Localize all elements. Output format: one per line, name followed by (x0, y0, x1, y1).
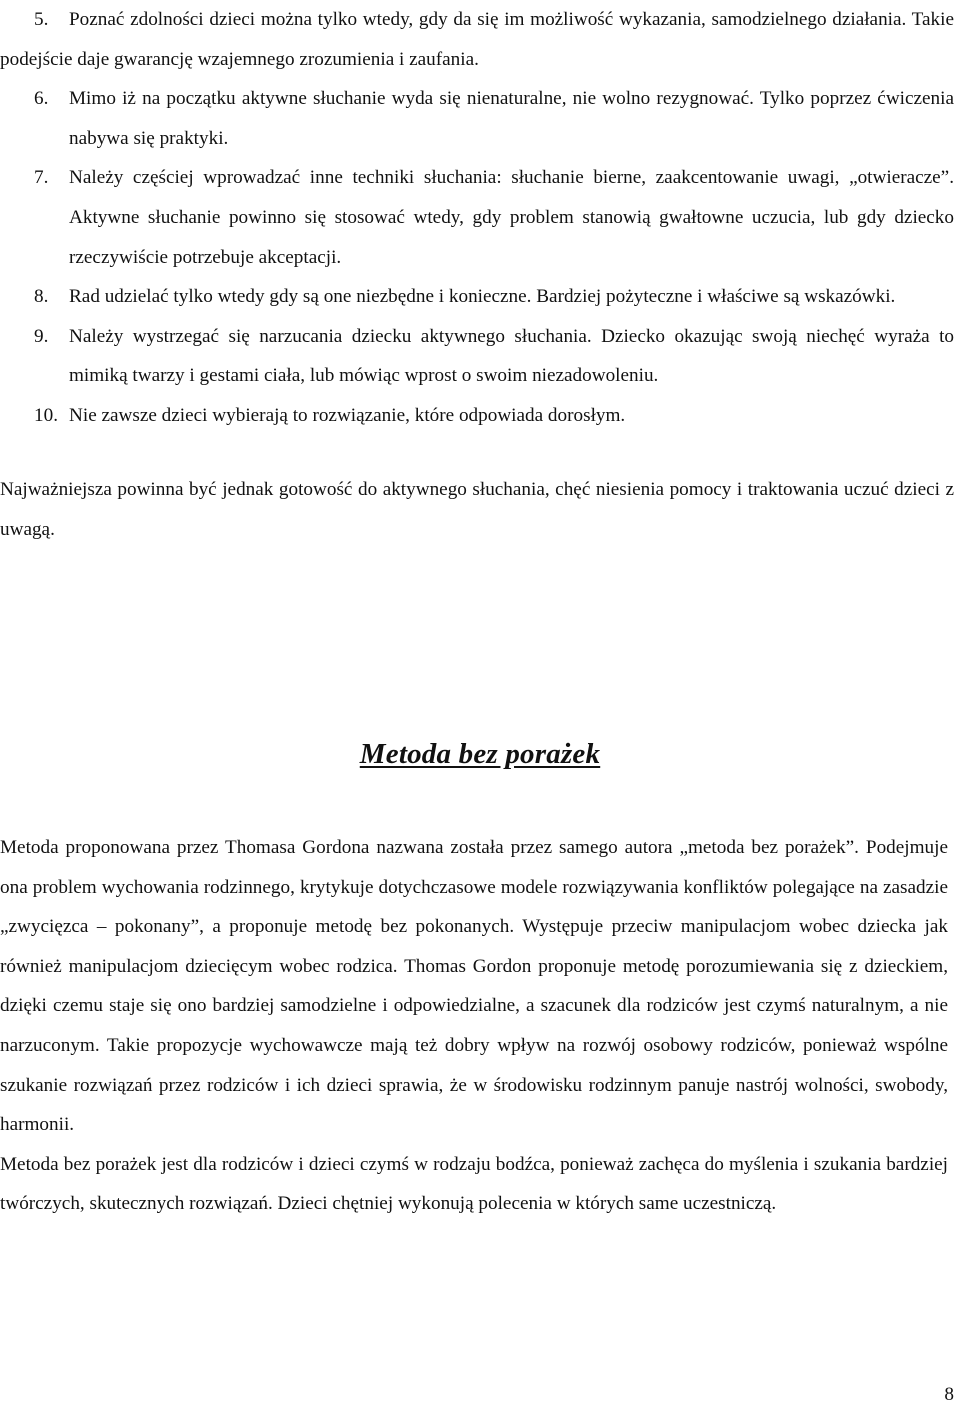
list-item (0, 396, 960, 436)
page-number: 8 (944, 1384, 954, 1405)
body-paragraph: Metoda proponowana przez Thomasa Gordona nazwana została przez samego autora „metoda bez porażek”. Podejmuje ona problem wychowania rodzinnego, krytykuje dotychczasowe modele rozwiązywania konfliktów polegające na zasadzie „zwycięzca – pokonany”, a proponuje metodę bez pokonanych. Występuje przeciw manipulacjom wobec dziecka jak również manipulacjom dziecięcym wobec rodzica. Thomas Gordon proponuje metodę porozumiewania się z dzieckiem, dzięki czemu staje się ono bardziej samodzielne i odpowiedzialne, a szacunek dla rodziców jest czymś naturalnym, a nie narzuconym. Takie propozycje wychowawcze mają też dobry wpływ na rozwój osobowy rodziców, ponieważ wspólne szukanie rozwiązań przez rodziców i ich dzieci sprawia, że w środowisku rodzinnym panuje nastrój wolności, swobody, harmonii. (0, 837, 948, 1136)
list-item (0, 158, 960, 277)
list-item-number: 10. (34, 404, 58, 426)
list-item-number: 9. (34, 325, 49, 347)
body-paragraph: Metoda bez porażek jest dla rodziców i dzieci czymś w rodzaju bodźca, ponieważ zachęca do myślenia i szukania bardziej twórczych, skutecznych rozwiązań. Dzieci chętniej wykonują polecenia w których same uczestniczą. (0, 1153, 948, 1215)
list-item (0, 79, 960, 158)
closing-paragraph: Najważniejsza powinna być jednak gotowość do aktywnego słuchania, chęć niesienia pomocy i traktowania uczuć dzieci z uwagą. (0, 479, 954, 540)
section-heading: Metoda bez porażek (359, 738, 601, 770)
list-item-text: Należy wystrzegać się narzucania dziecku aktywnego słuchania. Dziecko okazując swoją niechęć wyraża to mimiką twarzy i gestami ciała, lub mówiąc wprost o swoim niezadowoleniu. (69, 325, 954, 387)
list-item-text: Poznać zdolności dzieci można tylko wtedy, gdy da się im możliwość wykazania, samodzielnego działania. Takie podejście daje gwarancję wzajemnego zrozumienia i zaufania. (0, 9, 954, 70)
numbered-list (0, 0, 960, 436)
list-item-number: 7. (34, 167, 49, 189)
list-item-text: Mimo iż na początku aktywne słuchanie wyda się nienaturalne, nie wolno rezygnować. Tylko poprzez ćwiczenia nabywa się praktyki. (69, 88, 954, 149)
list-item-text: Rad udzielać tylko wtedy gdy są one niezbędne i konieczne. Bardziej pożyteczne i właściwe są wskazówki. (69, 286, 896, 308)
list-item-number: 8. (34, 286, 49, 308)
list-item-text: Nie zawsze dzieci wybierają to rozwiązanie, które odpowiada dorosłym. (69, 404, 626, 426)
list-item (0, 277, 960, 317)
list-item-text: Należy częściej wprowadzać inne techniki słuchania: słuchanie bierne, zaakcentowanie uwagi, „otwieracze”. Aktywne słuchanie powinno się stosować wtedy, gdy problem stanowią gwałtowne uczucia, lub gdy dziecko rzeczywiście potrzebuje akceptacji. (69, 167, 954, 268)
list-item-number: 5. (34, 9, 49, 30)
list-item (0, 317, 960, 396)
section-body (0, 828, 954, 1224)
list-item-number: 6. (34, 88, 49, 110)
list-item (0, 0, 960, 79)
